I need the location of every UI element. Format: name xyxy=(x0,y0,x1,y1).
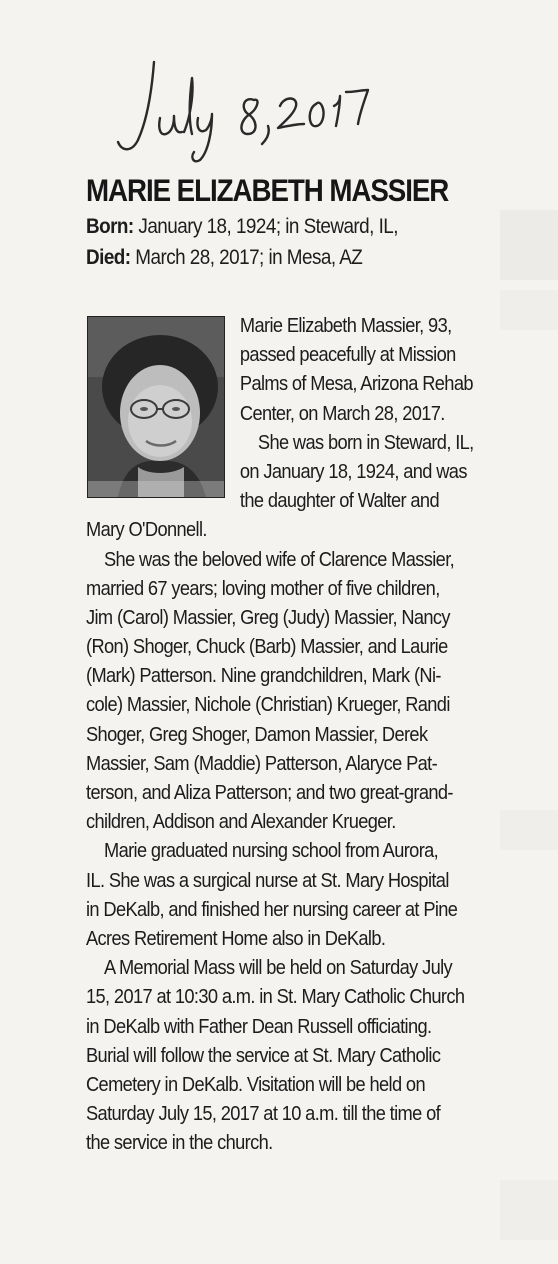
body-line: She was the beloved wife of Clarence Massier, xyxy=(104,548,455,571)
body-line: the daughter of Walter and xyxy=(239,490,439,513)
born-label: Born: xyxy=(86,215,134,238)
body-line: the service in the church. xyxy=(86,1132,273,1155)
body-line: on January 18, 1924, and was xyxy=(239,460,467,483)
body-line: in DeKalb with Father Dean Russell officiating. xyxy=(86,1015,432,1038)
body-line: Saturday July 15, 2017 at 10 a.m. till the time of xyxy=(86,1103,441,1126)
body-line: children, Addison and Alexander Krueger. xyxy=(86,811,396,834)
bleed-through-shade xyxy=(500,1180,558,1240)
body-line: married 67 years; loving mother of five children, xyxy=(86,577,440,600)
body-line: A Memorial Mass will be held on Saturday July xyxy=(104,957,453,980)
handwritten-date-annotation xyxy=(108,48,388,178)
body-line: Shoger, Greg Shoger, Damon Massier, Derek xyxy=(86,723,428,746)
born-text: January 18, 1924; in Steward, IL, xyxy=(133,215,398,238)
body-line: Acres Retirement Home also in DeKalb. xyxy=(86,927,386,950)
obituary-name-heading: MARIE ELIZABETH MASSIER xyxy=(86,172,449,208)
body-line: Cemetery in DeKalb. Visitation will be held on xyxy=(86,1073,425,1096)
obituary-body xyxy=(86,312,526,1158)
body-line: (Ron) Shoger, Chuck (Barb) Massier, and Laurie xyxy=(86,636,448,659)
body-line: Marie Elizabeth Massier, 93, xyxy=(239,315,452,337)
body-line: in DeKalb, and finished her nursing career at Pine xyxy=(86,898,458,921)
body-line: Jim (Carol) Massier, Greg (Judy) Massier, Nancy xyxy=(86,606,450,629)
body-line: Marie graduated nursing school from Aurora, xyxy=(104,840,439,863)
body-line: Palms of Mesa, Arizona Rehab xyxy=(239,373,473,396)
died-text: March 28, 2017; in Mesa, AZ xyxy=(130,246,363,269)
died-label: Died: xyxy=(86,246,131,269)
body-line: Burial will follow the service at St. Mary Catholic xyxy=(86,1044,441,1067)
body-line: 15, 2017 at 10:30 a.m. in St. Mary Catholic Church xyxy=(86,986,465,1009)
bleed-through-shade xyxy=(500,210,558,280)
body-line: Center, on March 28, 2017. xyxy=(239,402,445,425)
body-line: cole) Massier, Nichole (Christian) Krueger, Randi xyxy=(86,694,450,717)
body-line: (Mark) Patterson. Nine grandchildren, Mark (Ni- xyxy=(86,665,441,688)
body-line: Mary O'Donnell. xyxy=(86,519,207,542)
body-line: passed peacefully at Mission xyxy=(239,344,456,367)
body-line: Massier, Sam (Maddie) Patterson, Alaryce Pat- xyxy=(86,752,438,775)
body-line: terson, and Aliza Patterson; and two great-grand- xyxy=(86,782,453,804)
body-line: IL. She was a surgical nurse at St. Mary Hospital xyxy=(86,869,449,892)
born-line xyxy=(86,215,482,239)
body-line: She was born in Steward, IL, xyxy=(257,431,474,454)
died-line xyxy=(86,246,482,270)
